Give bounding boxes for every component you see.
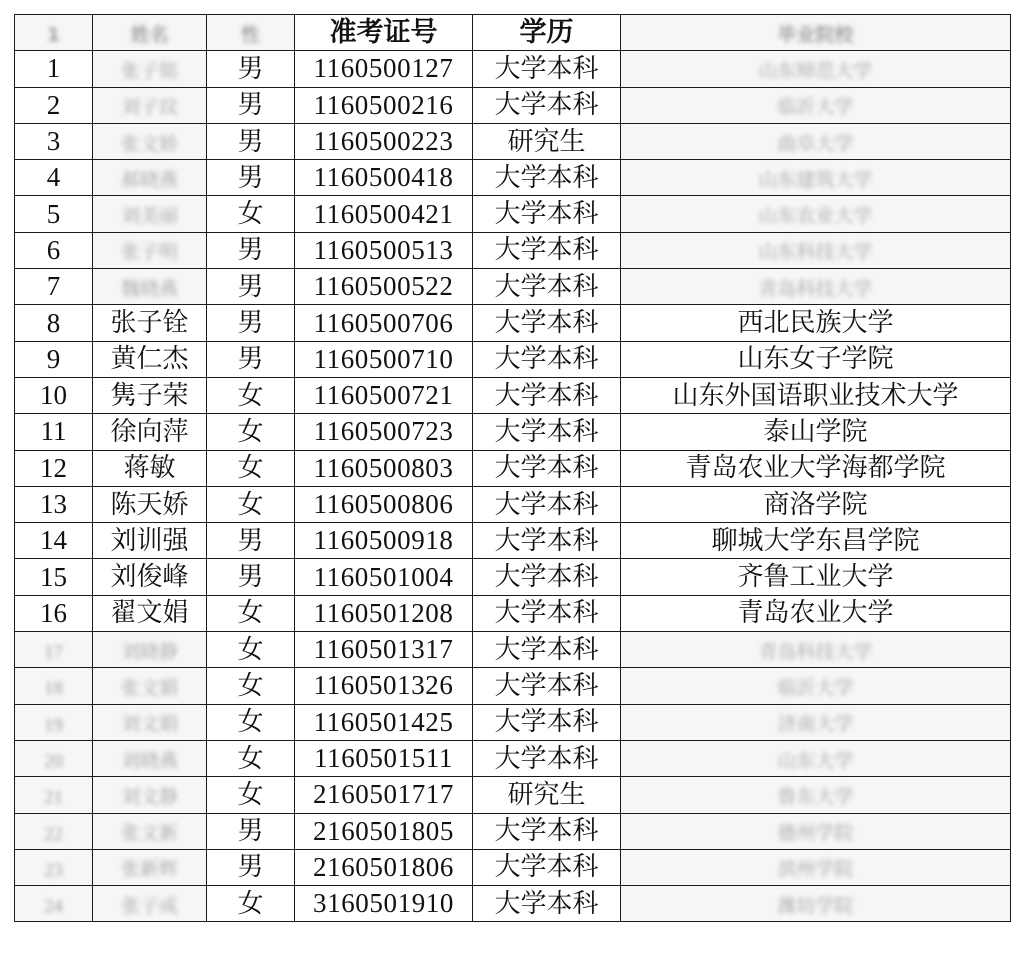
candidate-name [93, 849, 207, 885]
exam-number: 1160500710 [295, 341, 473, 377]
candidate-gender: 男 [207, 523, 295, 559]
graduate-school-redacted: 山东科技大学 [758, 241, 873, 264]
table-row [15, 123, 1011, 159]
row-index: 10 [15, 377, 93, 413]
candidate-name: 陈天娇 [93, 486, 207, 522]
table-row [15, 269, 1011, 305]
candidate-name [93, 123, 207, 159]
candidate-gender: 男 [207, 87, 295, 123]
row-index [15, 632, 93, 668]
exam-number: 2160501806 [295, 849, 473, 885]
education-level: 大学本科 [473, 740, 621, 776]
exam-number: 1160500216 [295, 87, 473, 123]
graduate-school [621, 196, 1011, 232]
exam-number: 1160500418 [295, 160, 473, 196]
candidate-name-redacted: 张新辉 [120, 858, 178, 881]
education-level: 大学本科 [473, 486, 621, 522]
education-level: 大学本科 [473, 559, 621, 595]
row-index-redacted: 21 [44, 787, 63, 809]
candidate-name [93, 813, 207, 849]
candidate-name-redacted: 郝晓燕 [120, 168, 178, 191]
candidate-gender: 女 [207, 668, 295, 704]
candidate-name [93, 668, 207, 704]
candidate-name-redacted: 张文新 [120, 822, 178, 845]
exam-number: 1160501004 [295, 559, 473, 595]
exam-number: 1160501511 [295, 740, 473, 776]
table-row [15, 160, 1011, 196]
candidate-name [93, 704, 207, 740]
candidate-name-redacted: 刘晓燕 [120, 749, 178, 772]
candidate-name [93, 632, 207, 668]
row-index: 11 [15, 414, 93, 450]
row-index [15, 849, 93, 885]
graduate-school [621, 87, 1011, 123]
row-index [15, 668, 93, 704]
candidate-gender: 男 [207, 813, 295, 849]
candidate-name: 黄仁杰 [93, 341, 207, 377]
row-index-redacted: 17 [44, 642, 63, 664]
header-exam-number: 准考证号 [295, 15, 473, 51]
exam-number: 1160501208 [295, 595, 473, 631]
education-level: 大学本科 [473, 886, 621, 922]
table-row [15, 777, 1011, 813]
candidate-name: 刘俊峰 [93, 559, 207, 595]
candidate-gender: 男 [207, 559, 295, 595]
graduate-school [621, 886, 1011, 922]
education-level: 大学本科 [473, 341, 621, 377]
exam-number: 1160501425 [295, 704, 473, 740]
candidate-name-redacted: 张子明 [120, 241, 178, 264]
graduate-school [621, 160, 1011, 196]
candidate-table [14, 14, 1011, 922]
graduate-school: 青岛农业大学 [621, 595, 1011, 631]
table-row [15, 523, 1011, 559]
row-index: 12 [15, 450, 93, 486]
graduate-school-redacted: 山东农业大学 [758, 205, 873, 228]
candidate-gender: 男 [207, 51, 295, 87]
row-index: 3 [15, 123, 93, 159]
row-index [15, 704, 93, 740]
table-row [15, 232, 1011, 268]
table-row [15, 51, 1011, 87]
education-level: 大学本科 [473, 849, 621, 885]
table-row [15, 595, 1011, 631]
candidate-name-redacted: 张子铭 [120, 59, 178, 82]
candidate-gender: 女 [207, 595, 295, 631]
graduate-school [621, 849, 1011, 885]
graduate-school-redacted: 潍坊学院 [777, 894, 854, 917]
graduate-school: 西北民族大学 [621, 305, 1011, 341]
education-level: 大学本科 [473, 160, 621, 196]
graduate-school [621, 668, 1011, 704]
row-index-redacted: 20 [44, 751, 63, 773]
candidate-name: 隽子荣 [93, 377, 207, 413]
row-index: 9 [15, 341, 93, 377]
graduate-school-redacted: 鲁东大学 [777, 785, 854, 808]
exam-number: 1160500806 [295, 486, 473, 522]
table-row [15, 813, 1011, 849]
education-level: 大学本科 [473, 632, 621, 668]
row-index-redacted: 24 [44, 896, 63, 918]
exam-number: 1160501326 [295, 668, 473, 704]
graduate-school: 商洛学院 [621, 486, 1011, 522]
graduate-school-redacted: 青岛科技大学 [758, 277, 873, 300]
graduate-school [621, 704, 1011, 740]
graduate-school-redacted: 临沂大学 [777, 676, 854, 699]
table-row [15, 414, 1011, 450]
graduate-school [621, 232, 1011, 268]
candidate-name [93, 196, 207, 232]
education-level: 大学本科 [473, 414, 621, 450]
graduate-school-redacted: 山东建筑大学 [758, 168, 873, 191]
graduate-school-redacted: 滨州学院 [777, 858, 854, 881]
table-row [15, 196, 1011, 232]
row-index [15, 813, 93, 849]
row-index: 7 [15, 269, 93, 305]
exam-number: 1160500522 [295, 269, 473, 305]
candidate-name-redacted: 刘晓静 [120, 640, 178, 663]
exam-number: 1160501317 [295, 632, 473, 668]
exam-number: 1160500803 [295, 450, 473, 486]
education-level: 大学本科 [473, 232, 621, 268]
row-index-redacted: 18 [44, 678, 63, 700]
row-index: 13 [15, 486, 93, 522]
table-row [15, 559, 1011, 595]
graduate-school: 齐鲁工业大学 [621, 559, 1011, 595]
row-index: 15 [15, 559, 93, 595]
education-level: 大学本科 [473, 704, 621, 740]
candidate-gender: 男 [207, 849, 295, 885]
graduate-school: 山东外国语职业技术大学 [621, 377, 1011, 413]
graduate-school: 山东女子学院 [621, 341, 1011, 377]
education-level: 大学本科 [473, 51, 621, 87]
education-level: 大学本科 [473, 87, 621, 123]
row-index: 4 [15, 160, 93, 196]
candidate-name: 蒋敏 [93, 450, 207, 486]
graduate-school-redacted: 山东师范大学 [758, 59, 873, 82]
education-level: 大学本科 [473, 813, 621, 849]
candidate-gender: 男 [207, 341, 295, 377]
row-index: 16 [15, 595, 93, 631]
education-level: 大学本科 [473, 196, 621, 232]
graduate-school [621, 777, 1011, 813]
candidate-gender: 女 [207, 777, 295, 813]
candidate-gender: 男 [207, 160, 295, 196]
candidate-gender: 女 [207, 196, 295, 232]
table-row [15, 486, 1011, 522]
graduate-school-redacted: 山东大学 [777, 749, 854, 772]
graduate-school [621, 813, 1011, 849]
graduate-school: 青岛农业大学海都学院 [621, 450, 1011, 486]
candidate-name: 张子铨 [93, 305, 207, 341]
candidate-name-redacted: 刘文娟 [120, 713, 178, 736]
table-row [15, 632, 1011, 668]
row-index: 1 [15, 51, 93, 87]
candidate-name: 翟文娟 [93, 595, 207, 631]
candidate-gender: 男 [207, 232, 295, 268]
education-level: 大学本科 [473, 523, 621, 559]
candidate-name [93, 160, 207, 196]
table-row [15, 740, 1011, 776]
graduate-school [621, 740, 1011, 776]
candidate-gender: 女 [207, 632, 295, 668]
candidate-name-redacted: 张文娟 [120, 676, 178, 699]
graduate-school: 泰山学院 [621, 414, 1011, 450]
table-row [15, 377, 1011, 413]
candidate-name-redacted: 刘美丽 [120, 205, 178, 228]
table-row [15, 87, 1011, 123]
row-index-redacted: 19 [44, 714, 63, 736]
row-index-redacted: 22 [44, 823, 63, 845]
education-level: 研究生 [473, 123, 621, 159]
row-index: 5 [15, 196, 93, 232]
education-level: 大学本科 [473, 377, 621, 413]
candidate-name: 徐向萍 [93, 414, 207, 450]
header-index: 1 [15, 15, 93, 51]
candidate-gender: 女 [207, 486, 295, 522]
graduate-school [621, 269, 1011, 305]
candidate-gender: 女 [207, 704, 295, 740]
candidate-name [93, 777, 207, 813]
exam-number: 1160500723 [295, 414, 473, 450]
table-row [15, 704, 1011, 740]
graduate-school-redacted: 临沂大学 [777, 96, 854, 119]
exam-number: 1160500706 [295, 305, 473, 341]
exam-number: 1160500421 [295, 196, 473, 232]
table-header-row [15, 15, 1011, 51]
table-row [15, 886, 1011, 922]
education-level: 研究生 [473, 777, 621, 813]
table-row [15, 305, 1011, 341]
candidate-name [93, 269, 207, 305]
candidate-gender: 男 [207, 305, 295, 341]
candidate-name-redacted: 张文娇 [120, 132, 178, 155]
candidate-name [93, 886, 207, 922]
candidate-name-redacted: 刘子玟 [120, 96, 178, 119]
row-index: 2 [15, 87, 93, 123]
graduate-school [621, 632, 1011, 668]
row-index [15, 777, 93, 813]
education-level: 大学本科 [473, 595, 621, 631]
exam-number: 1160500513 [295, 232, 473, 268]
graduate-school-redacted: 曲阜大学 [777, 132, 854, 155]
candidate-list-sheet [14, 14, 1011, 922]
header-name: 姓名 [93, 15, 207, 51]
candidate-gender: 女 [207, 450, 295, 486]
exam-number: 3160501910 [295, 886, 473, 922]
candidate-name [93, 87, 207, 123]
table-row [15, 849, 1011, 885]
candidate-name [93, 51, 207, 87]
candidate-gender: 男 [207, 123, 295, 159]
graduate-school-redacted: 济南大学 [777, 713, 854, 736]
candidate-name [93, 740, 207, 776]
candidate-name-redacted: 魏晓燕 [120, 277, 178, 300]
candidate-gender: 女 [207, 886, 295, 922]
education-level: 大学本科 [473, 305, 621, 341]
exam-number: 1160500721 [295, 377, 473, 413]
table-row [15, 341, 1011, 377]
candidate-gender: 女 [207, 377, 295, 413]
table-row [15, 450, 1011, 486]
row-index: 6 [15, 232, 93, 268]
row-index-redacted: 23 [44, 859, 63, 881]
row-index: 8 [15, 305, 93, 341]
graduate-school: 聊城大学东昌学院 [621, 523, 1011, 559]
row-index: 14 [15, 523, 93, 559]
candidate-name: 刘训强 [93, 523, 207, 559]
graduate-school-redacted: 德州学院 [777, 822, 854, 845]
candidate-gender: 男 [207, 269, 295, 305]
candidate-gender: 女 [207, 414, 295, 450]
header-education: 学历 [473, 15, 621, 51]
graduate-school [621, 51, 1011, 87]
row-index [15, 886, 93, 922]
candidate-name [93, 232, 207, 268]
graduate-school [621, 123, 1011, 159]
header-gender: 性 [207, 15, 295, 51]
exam-number: 2160501717 [295, 777, 473, 813]
exam-number: 1160500223 [295, 123, 473, 159]
row-index [15, 740, 93, 776]
exam-number: 1160500918 [295, 523, 473, 559]
candidate-name-redacted: 张子成 [120, 894, 178, 917]
education-level: 大学本科 [473, 450, 621, 486]
education-level: 大学本科 [473, 269, 621, 305]
exam-number: 1160500127 [295, 51, 473, 87]
candidate-name-redacted: 刘文静 [120, 785, 178, 808]
exam-number: 2160501805 [295, 813, 473, 849]
education-level: 大学本科 [473, 668, 621, 704]
header-school: 毕业院校 [621, 15, 1011, 51]
graduate-school-redacted: 青岛科技大学 [758, 640, 873, 663]
candidate-gender: 女 [207, 740, 295, 776]
table-row [15, 668, 1011, 704]
